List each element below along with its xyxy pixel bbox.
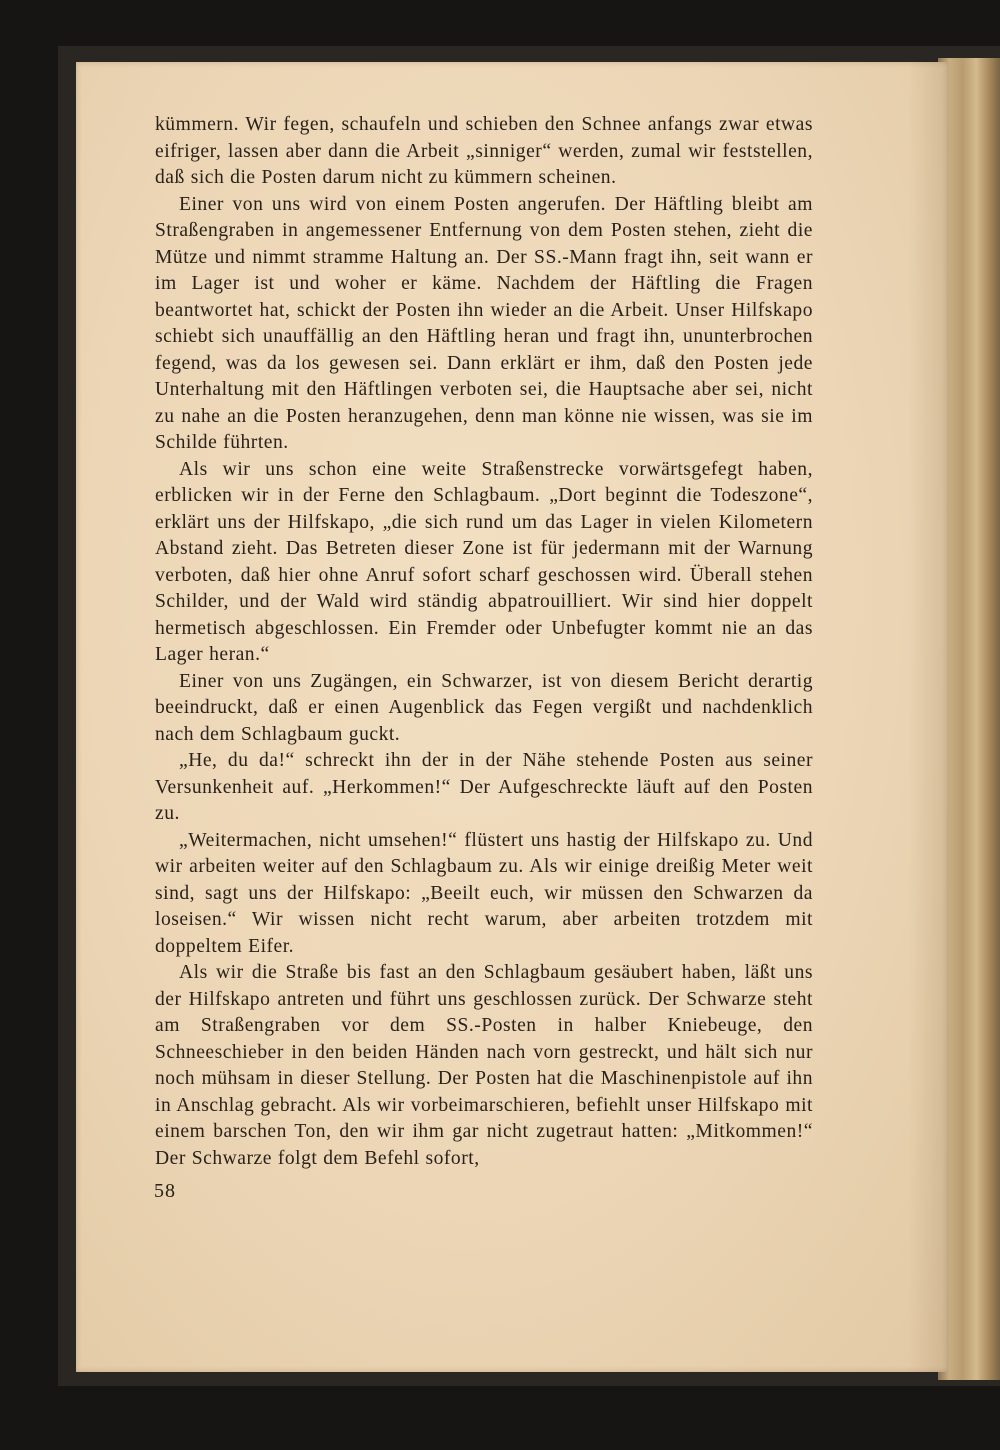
paragraph-3: Als wir uns schon eine weite Straßenstrecke vorwärtsgefegt haben, erblicken wir in der Ferne den Schlagbaum. „Dort beginnt die Todeszone“, erklärt uns der Hilfskapo, „die sich rund um das Lager in vielen Kilometern Abstand zieht. Das Betreten dieser Zone ist für jedermann mit der Warnung verboten, daß hier ohne Anruf sofort scharf geschossen wird. Überall stehen Schilder, und der Wald wird ständig abpatrouilliert. Wir sind hier doppelt hermetisch abgeschlossen. Ein Fremder oder Unbefugter kommt nie an das Lager heran.“ xyxy=(155,458,813,665)
gutter-shadow xyxy=(908,62,948,1372)
paragraph-7: Als wir die Straße bis fast an den Schlagbaum gesäubert haben, läßt uns der Hilfskapo antreten und führt uns geschlossen zurück. Der Schwarze steht am Straßengraben vor dem SS.-Posten in halber Kniebeuge, den Schneeschieber in den beiden Händen nach vorn gestreckt, und hält sich nur noch mühsam in dieser Stellung. Der Posten hat die Maschinenpistole auf ihn in Anschlag gebracht. Als wir vorbeimarschieren, befiehlt unser Hilfskapo mit einem barschen Ton, den wir ihm gar nicht zugetraut hatten: „Mitkommen!“ Der Schwarze folgt dem Befehl sofort, xyxy=(155,962,813,1169)
paragraph-1: kümmern. Wir fegen, schaufeln und schieben den Schnee anfangs zwar etwas eifriger, lassen aber dann die Arbeit „sinniger“ werden, zumal wir feststellen, daß sich die Posten darum nicht zu kümmern scheinen. xyxy=(155,114,813,188)
paragraph-6: „Weitermachen, nicht umsehen!“ flüstert uns hastig der Hilfskapo zu. Und wir arbeiten weiter auf den Schlagbaum zu. Als wir einige dreißig Meter weit sind, sagt uns der Hilfskapo: „Beeilt euch, wir müssen den Schwarzen da loseisen.“ Wir wissen nicht recht warum, aber arbeiten trotzdem mit doppeltem Eifer. xyxy=(155,829,813,957)
paragraph-5: „He, du da!“ schreckt ihn der in der Nähe stehende Posten aus seiner Versunkenheit auf. „Herkommen!“ Der Aufgeschreckte läuft auf den Posten zu. xyxy=(155,750,813,824)
page-number: 58 xyxy=(154,1180,176,1202)
body-text xyxy=(155,112,813,1172)
paragraph-2: Einer von uns wird von einem Posten angerufen. Der Häftling bleibt am Straßengraben in angemessener Entfernung von dem Posten stehen, zieht die Mütze und nimmt stramme Haltung an. Der SS.-Mann fragt ihn, seit wann er im Lager ist und woher er käme. Nachdem der Häftling die Fragen beantwortet hat, schickt der Posten ihn wieder an die Arbeit. Unser Hilfskapo schiebt sich unauffällig an den Häftling heran und fragt ihn, ununterbrochen fegend, was da los gewesen sei. Dann erklärt er ihm, daß den Posten jede Unterhaltung mit den Häftlingen verboten sei, die Hauptsache aber sei, nicht zu nahe an die Posten heranzugehen, denn man könne nie wissen, was sie im Schilde führten. xyxy=(155,193,813,453)
paragraph-4: Einer von uns Zugängen, ein Schwarzer, ist von diesem Bericht derartig beeindruckt, daß er einen Augenblick das Fegen vergißt und nachdenklich nach dem Schlagbaum guckt. xyxy=(155,670,813,745)
